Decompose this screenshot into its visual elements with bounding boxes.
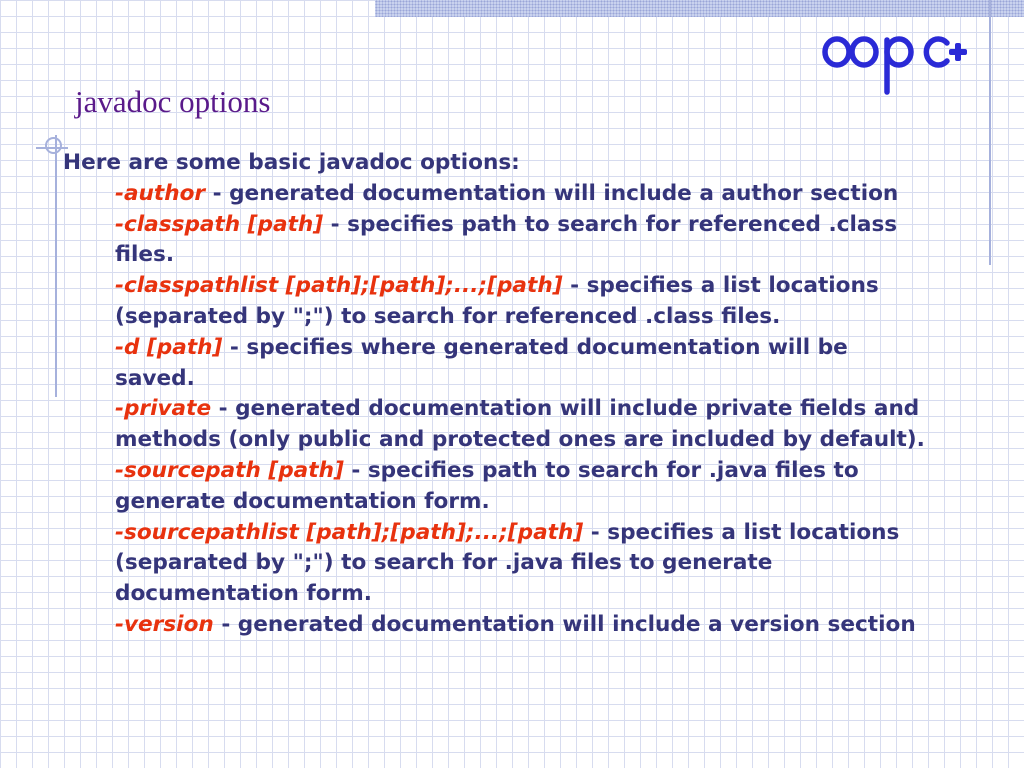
left-vertical-rule [55, 135, 57, 397]
option-item [115, 333, 930, 395]
top-decorative-band [375, 0, 1024, 17]
option-flag: -sourcepathlist [path];[path];...;[path] [115, 519, 584, 545]
option-description: - specifies path to search for .java files to generate documentation form. [115, 457, 859, 514]
option-item [115, 456, 930, 518]
option-description: - generated documentation will include a version section [213, 611, 916, 637]
option-description: - specifies a list locations (separated by ";") to search for referenced .class files. [115, 273, 879, 329]
oopc-logo [820, 26, 976, 98]
option-flag: -version [115, 611, 214, 637]
option-item [115, 271, 930, 333]
slide-title: javadoc options [75, 84, 271, 119]
option-description: - generated documentation will include private fields and methods (only public and protected ones are included by default). [115, 396, 925, 453]
option-description: - generated documentation will include a author section [205, 180, 899, 206]
option-description: - specifies where generated documentation will be saved. [115, 334, 848, 391]
option-flag: -sourcepath [path] [115, 457, 344, 483]
option-flag: -d [path] [115, 334, 223, 360]
intro-text: Here are some basic javadoc options: [63, 150, 520, 175]
option-description: - specifies path to search for referenced .class files. [115, 211, 898, 268]
option-description: - specifies a list locations (separated by ";") to search for .java files to generate documentation form. [115, 519, 900, 607]
option-flag: -author [115, 180, 206, 206]
option-flag: -classpathlist [path];[path];...;[path] [115, 273, 563, 299]
option-item [115, 518, 930, 610]
slide-body [63, 148, 943, 641]
option-item [115, 394, 930, 456]
option-item [115, 210, 930, 272]
option-flag: -private [115, 396, 212, 422]
option-item [115, 179, 930, 210]
option-item [115, 610, 930, 641]
right-vertical-rule [989, 0, 991, 265]
option-flag: -classpath [path] [115, 211, 324, 237]
decorative-ring [45, 137, 62, 154]
